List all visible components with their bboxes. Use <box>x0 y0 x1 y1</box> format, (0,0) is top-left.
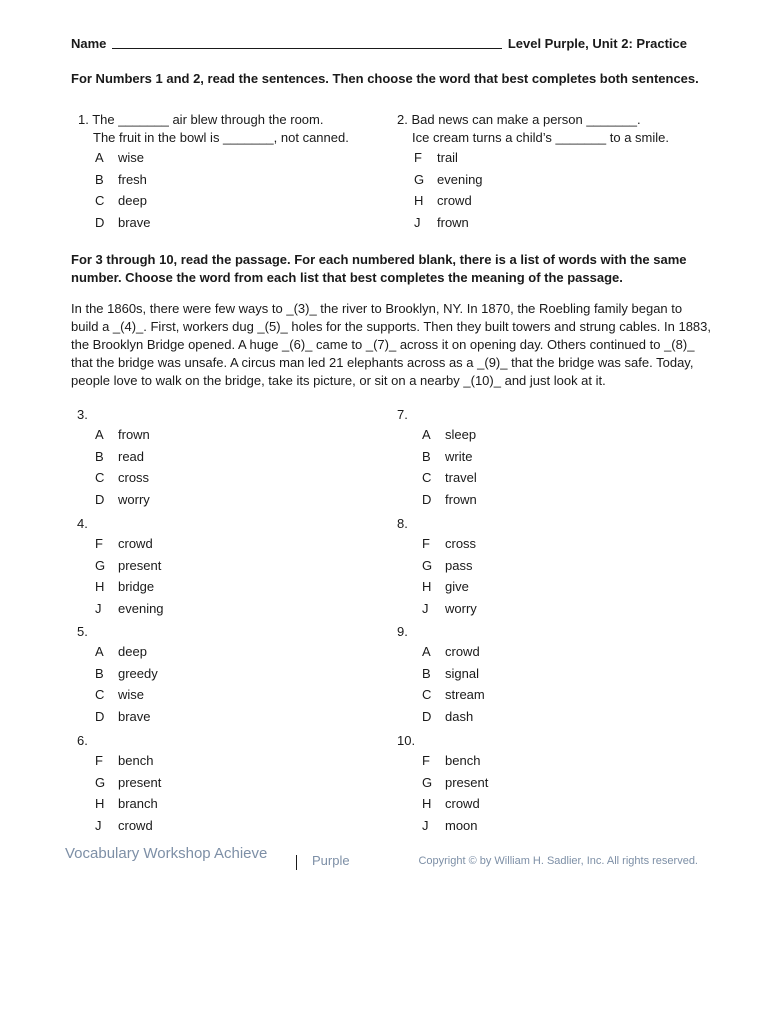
choice-word: worry <box>118 491 150 507</box>
choice-word: stream <box>445 687 485 702</box>
answer-choice[interactable] <box>422 666 702 688</box>
item-choices <box>422 644 702 730</box>
item-number: 3. <box>77 407 88 422</box>
choice-letter: H <box>422 579 432 594</box>
choice-word: evening <box>118 600 164 616</box>
choice-letter: H <box>422 796 432 811</box>
question-1-sentence-1: 1. The _______ air blew through the room. <box>78 112 324 127</box>
answer-choice[interactable] <box>95 558 375 580</box>
choice-letter: D <box>95 214 105 230</box>
item-choices <box>422 536 702 622</box>
choice-letter: A <box>422 427 431 442</box>
answer-choice[interactable] <box>414 149 714 171</box>
choice-word: crowd <box>118 817 153 833</box>
section1-instructions: For Numbers 1 and 2, read the sentences. Then choose the word that best completes both sentences. <box>71 71 699 86</box>
choice-word: evening <box>437 171 483 187</box>
choice-word: dash <box>445 708 474 724</box>
choice-letter: F <box>95 753 103 768</box>
item-choices <box>95 536 375 622</box>
choice-word: cross <box>445 536 477 551</box>
choice-word: cross <box>118 470 150 485</box>
footer-level: Purple <box>312 853 350 868</box>
choice-letter: G <box>422 557 433 573</box>
choice-letter: C <box>422 470 432 485</box>
choice-word: worry <box>445 600 477 616</box>
item-number: 8. <box>397 516 408 531</box>
choice-word: brave <box>118 708 151 724</box>
choice-letter: D <box>95 491 105 507</box>
choice-letter: A <box>95 150 104 165</box>
item-number: 7. <box>397 407 408 422</box>
choice-word: crowd <box>445 796 480 811</box>
answer-choice[interactable] <box>422 818 702 840</box>
answer-choice[interactable] <box>422 579 702 601</box>
question-2-choices <box>414 149 714 235</box>
choice-word: sleep <box>445 427 477 442</box>
choice-letter: C <box>95 193 105 208</box>
choice-word: moon <box>445 817 478 833</box>
answer-choice[interactable] <box>95 709 375 731</box>
choice-letter: D <box>95 708 105 724</box>
answer-choice[interactable] <box>422 709 702 731</box>
answer-choice[interactable] <box>422 601 702 623</box>
choice-word: signal <box>445 665 479 681</box>
choice-letter: A <box>95 644 104 659</box>
answer-choice[interactable] <box>95 149 395 171</box>
question-2 <box>397 111 697 233</box>
choice-letter: G <box>95 557 106 573</box>
choice-letter: J <box>414 214 421 230</box>
item-number: 10. <box>397 733 416 748</box>
item-number: 5. <box>77 624 88 639</box>
choice-word: wise <box>118 150 145 165</box>
choice-letter: B <box>95 665 104 681</box>
answer-choice[interactable] <box>422 644 702 666</box>
answer-choice[interactable] <box>95 171 395 193</box>
answer-choice[interactable] <box>422 687 702 709</box>
question-1-choices <box>95 149 395 235</box>
question-2-sentence-1: 2. Bad news can make a person _______. <box>397 112 641 127</box>
answer-choice[interactable] <box>95 687 375 709</box>
item-7 <box>397 406 677 513</box>
answer-choice[interactable] <box>95 666 375 688</box>
choice-letter: D <box>422 708 432 724</box>
answer-choice[interactable] <box>95 492 375 514</box>
choice-letter: C <box>95 470 105 485</box>
choice-word: wise <box>118 687 145 702</box>
item-choices <box>422 753 702 839</box>
answer-choice[interactable] <box>422 427 702 449</box>
item-5 <box>77 623 357 730</box>
item-number: 9. <box>397 624 408 639</box>
answer-choice[interactable] <box>95 753 375 775</box>
answer-choice[interactable] <box>414 192 714 214</box>
item-choices <box>95 753 375 839</box>
answer-choice[interactable] <box>422 470 702 492</box>
answer-choice[interactable] <box>422 753 702 775</box>
answer-choice[interactable] <box>95 644 375 666</box>
answer-choice[interactable] <box>95 579 375 601</box>
answer-choice[interactable] <box>422 449 702 471</box>
choice-word: brave <box>118 214 151 230</box>
item-number: 4. <box>77 516 88 531</box>
choice-letter: G <box>95 774 106 790</box>
footer-divider <box>296 855 297 870</box>
answer-choice[interactable] <box>95 427 375 449</box>
name-label: Name <box>71 36 107 51</box>
choice-letter: H <box>414 193 424 208</box>
choice-word: read <box>118 448 145 464</box>
answer-choice[interactable] <box>95 470 375 492</box>
choice-word: crowd <box>118 536 153 551</box>
choice-letter: F <box>422 536 430 551</box>
choice-word: frown <box>445 491 477 507</box>
header <box>71 36 687 54</box>
choice-letter: C <box>95 687 105 702</box>
choice-word: bench <box>445 753 481 768</box>
choice-word: frown <box>437 214 469 230</box>
question-1-sentence-2: The fruit in the bowl is _______, not canned. <box>93 130 349 145</box>
choice-word: bridge <box>118 579 155 594</box>
choice-word: branch <box>118 796 158 811</box>
answer-choice[interactable] <box>95 818 375 840</box>
answer-choice[interactable] <box>95 214 395 236</box>
choice-word: crowd <box>437 193 472 208</box>
question-2-sentence-2: Ice cream turns a child’s _______ to a smile. <box>412 130 670 145</box>
choice-word: present <box>118 557 162 573</box>
copyright-notice: Copyright © by William H. Sadlier, Inc. All rights reserved. <box>418 855 698 867</box>
choice-letter: B <box>422 665 431 681</box>
item-9 <box>397 623 677 730</box>
choice-letter: F <box>422 753 430 768</box>
choice-letter: B <box>95 171 104 187</box>
answer-choice[interactable] <box>422 796 702 818</box>
choice-word: travel <box>445 470 477 485</box>
answer-choice[interactable] <box>95 449 375 471</box>
item-4 <box>77 515 357 622</box>
item-8 <box>397 515 677 622</box>
choice-letter: H <box>95 579 105 594</box>
worksheet-title: Level Purple, Unit 2: Practice <box>507 36 687 51</box>
choice-word: write <box>445 448 473 464</box>
choice-word: give <box>445 579 469 594</box>
name-field-line[interactable] <box>112 36 502 49</box>
choice-letter: G <box>414 171 425 187</box>
choice-letter: J <box>95 817 102 833</box>
answer-choice[interactable] <box>422 775 702 797</box>
answer-choice[interactable] <box>95 796 375 818</box>
answer-choice[interactable] <box>95 192 395 214</box>
answer-choice[interactable] <box>422 558 702 580</box>
choice-word: trail <box>437 150 458 165</box>
item-10 <box>397 732 677 839</box>
answer-choice[interactable] <box>95 601 375 623</box>
choice-letter: C <box>422 687 432 702</box>
choice-letter: J <box>95 600 102 616</box>
answer-choice[interactable] <box>95 536 375 558</box>
choice-word: deep <box>118 193 147 208</box>
choice-letter: F <box>95 536 103 551</box>
choice-letter: A <box>422 644 431 659</box>
section2-instructions: For 3 through 10, read the passage. For each numbered blank, there is a list of words with the same number. Choose the word from each list that best completes the meaning of the passage. <box>71 252 687 285</box>
choice-word: deep <box>118 644 147 659</box>
item-number: 6. <box>77 733 88 748</box>
choice-letter: G <box>422 774 433 790</box>
answer-choice[interactable] <box>422 536 702 558</box>
choice-letter: H <box>95 796 105 811</box>
item-choices <box>95 644 375 730</box>
choice-letter: J <box>422 600 429 616</box>
brand-name: Vocabulary Workshop Achieve <box>65 845 268 862</box>
choice-word: bench <box>118 753 154 768</box>
choice-word: pass <box>445 557 473 573</box>
choice-letter: A <box>95 427 104 442</box>
choice-word: crowd <box>445 644 480 659</box>
choice-word: present <box>445 774 489 790</box>
item-6 <box>77 732 357 839</box>
answer-choice[interactable] <box>414 171 714 193</box>
answer-choice[interactable] <box>422 492 702 514</box>
answer-choice[interactable] <box>414 214 714 236</box>
choice-letter: B <box>95 448 104 464</box>
reading-passage: In the 1860s, there were few ways to _(3)_ the river to Brooklyn, NY. In 1870, the Roebling family began to build a _(4)_. First, workers dug _(5)_ holes for the supports. Then they built towers and strung cables. In 1883, the Brooklyn Bridge opened. A huge _(6)_ came to _(7)_ across it on opening day. Others continued to _(8)_ that the bridge was unsafe. A circus man led 21 elephants across as a _(9)_ that the bridge was safe. Today, people love to walk on the bridge, take its picture, or sit on a nearby _(10)_ and just look at it. <box>71 301 711 388</box>
choice-letter: F <box>414 150 422 165</box>
choice-word: greedy <box>118 665 158 681</box>
item-choices <box>95 427 375 513</box>
choice-letter: D <box>422 491 432 507</box>
footer <box>65 843 698 873</box>
question-1 <box>78 111 378 233</box>
choice-letter: B <box>422 448 431 464</box>
choice-word: present <box>118 774 162 790</box>
answer-choice[interactable] <box>95 775 375 797</box>
choice-word: fresh <box>118 171 147 187</box>
choice-word: frown <box>118 427 150 442</box>
item-choices <box>422 427 702 513</box>
choice-letter: J <box>422 817 429 833</box>
item-3 <box>77 406 357 513</box>
